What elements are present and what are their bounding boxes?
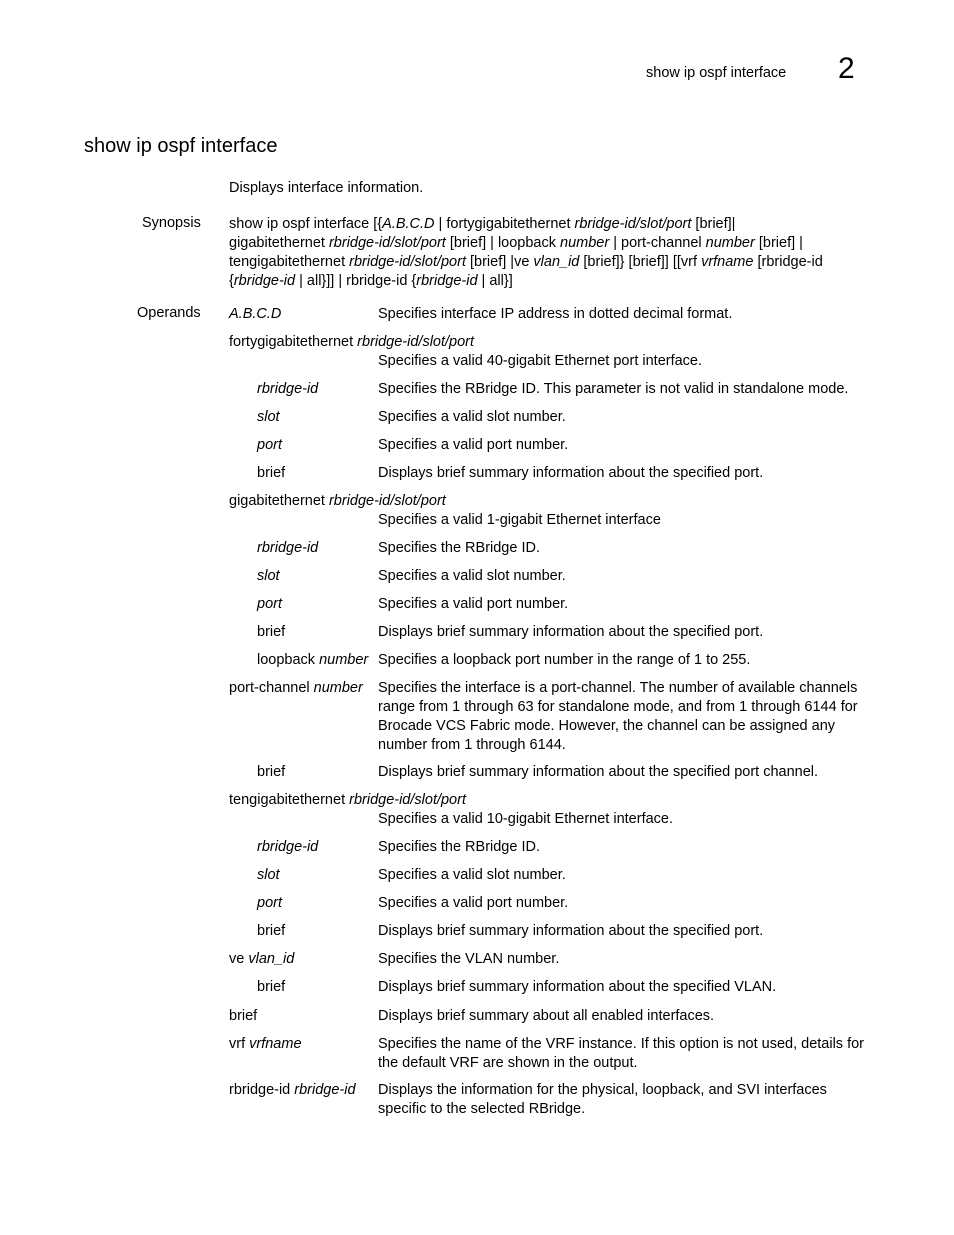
operand-description: Specifies the RBridge ID. This parameter is not valid in standalone mode.	[378, 381, 849, 397]
operand-description: Displays the information for the physical, loopback, and SVI interfaces specific to the selected RBridge.	[378, 1082, 827, 1117]
operand-term: brief	[257, 764, 286, 780]
operand-term: brief	[257, 979, 286, 995]
operand-description: Specifies a valid slot number.	[378, 409, 566, 425]
operand-description: Specifies a loopback port number in the range of 1 to 255.	[378, 652, 751, 668]
operand-term: port-channel number	[229, 680, 363, 696]
operand-description: Displays brief summary information about the specified port channel.	[378, 764, 819, 780]
operand-term: port	[257, 895, 282, 911]
page-title: show ip ospf interface	[84, 135, 278, 157]
operand-term: slot	[257, 409, 280, 425]
operand-term: slot	[257, 867, 280, 883]
operand-term: ve vlan_id	[229, 951, 295, 967]
operand-term: gigabitethernet rbridge-id/slot/port	[229, 493, 446, 509]
operand-term: brief	[257, 624, 286, 640]
operand-description: Specifies the interface is a port-channel. The number of available channels range from 1 through 63 for standalone mode, and from 1 through 6144 for Brocade VCS Fabric mode. However, the channel can be assigned any number from 1 through 6144.	[378, 680, 858, 753]
page-description: Displays interface information.	[229, 180, 424, 196]
operand-term: tengigabitethernet rbridge-id/slot/port	[229, 792, 466, 808]
operand-term: brief	[229, 1008, 258, 1024]
synopsis-label: Synopsis	[142, 215, 201, 231]
synopsis-line-3: tengigabitethernet rbridge-id/slot/port [brief] |ve vlan_id [brief]} [brief]] [[vrf vrfname [rbridge-id	[229, 254, 823, 270]
operand-term: rbridge-id	[257, 839, 319, 855]
synopsis-line-2: gigabitethernet rbridge-id/slot/port [brief] | loopback number | port-channel number [brief] |	[229, 235, 803, 251]
operand-description: Displays brief summary information about the specified port.	[378, 923, 764, 939]
operands-label: Operands	[137, 305, 201, 321]
operand-term: fortygigabitethernet rbridge-id/slot/port	[229, 334, 475, 350]
operand-term: brief	[257, 465, 286, 481]
operand-term: slot	[257, 568, 280, 584]
operand-term: brief	[257, 923, 286, 939]
operand-description: Specifies a valid 1-gigabit Ethernet interface	[378, 512, 661, 528]
operand-term: port	[257, 437, 282, 453]
operand-description: Specifies a valid 40-gigabit Ethernet port interface.	[378, 353, 703, 369]
operand-description: Displays brief summary information about the specified port.	[378, 624, 764, 640]
operand-term: port	[257, 596, 282, 612]
operand-description: Specifies the name of the VRF instance. If this option is not used, details for the default VRF are shown in the output.	[378, 1036, 865, 1071]
operand-description: Specifies a valid 10-gigabit Ethernet interface.	[378, 811, 674, 827]
operand-description: Displays brief summary information about the specified VLAN.	[378, 979, 777, 995]
operand-description: Specifies the VLAN number.	[378, 951, 560, 967]
operand-description: Displays brief summary information about the specified port.	[378, 465, 764, 481]
operand-description: Displays brief summary about all enabled interfaces.	[378, 1008, 715, 1024]
operand-term: rbridge-id	[257, 540, 319, 556]
operand-description: Specifies the RBridge ID.	[378, 839, 540, 855]
operand-description: Specifies a valid slot number.	[378, 568, 566, 584]
operand-term: rbridge-id rbridge-id	[229, 1082, 356, 1098]
operand-term: A.B.C.D	[229, 306, 282, 322]
operand-term: vrf vrfname	[229, 1036, 302, 1052]
operand-term: rbridge-id	[257, 381, 319, 397]
synopsis-line-4: {rbridge-id | all}]] | rbridge-id {rbridge-id | all}]	[229, 273, 513, 289]
operand-description: Specifies a valid slot number.	[378, 867, 566, 883]
header-title: show ip ospf interface	[646, 65, 787, 81]
synopsis-block	[229, 215, 879, 291]
synopsis-line-1: show ip ospf interface [{A.B.C.D | fortygigabitethernet rbridge-id/slot/port [brief]|	[229, 216, 736, 232]
operand-description: Specifies a valid port number.	[378, 596, 569, 612]
operand-term: loopback number	[257, 652, 369, 668]
operand-description: Specifies interface IP address in dotted decimal format.	[378, 306, 733, 322]
operand-description: Specifies a valid port number.	[378, 895, 569, 911]
operand-description: Specifies the RBridge ID.	[378, 540, 540, 556]
operand-description: Specifies a valid port number.	[378, 437, 569, 453]
chapter-number: 2	[838, 52, 855, 85]
